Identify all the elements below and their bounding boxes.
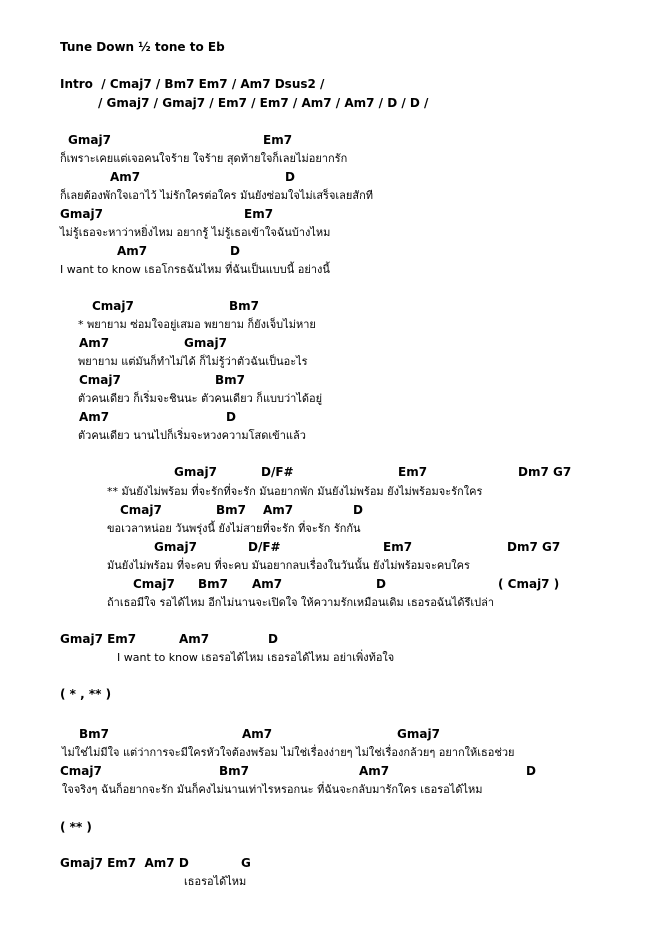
lyric-line: ไม่ใช่ไม่มีใจ แต่ว่าการจะมีใครหัวใจต้องพร้อม ไม่ใช่เรื่องง่ายๆ ไม่ใช่เรื่องกล้วยๆ อยากให้เธอช่วย [62, 746, 515, 759]
chord: Bm7 [219, 764, 249, 778]
lyric-line: ตัวคนเดียว นานไปก็เริ่มจะหวงความโสดเข้าแล้ว [78, 429, 306, 442]
chord: Am7 [242, 727, 273, 741]
chord: Am7 [79, 410, 110, 424]
chord: Am7 [117, 244, 148, 258]
lyric-line: I want to know เธอรอได้ไหม เธอรอได้ไหม อย่าเพิ่งท้อใจ [117, 651, 395, 664]
chord: Bm7 [229, 299, 259, 313]
chord: Am7 [263, 503, 294, 517]
chord: D [230, 244, 240, 258]
chord: Gmaj7 Em7 Am7 D [60, 856, 189, 870]
lyric-line: ไม่รู้เธอจะหาว่าหยิ่งไหม อยากรู้ ไม่รู้เธอเข้าใจฉันบ้างไหม [60, 226, 331, 239]
lyric-line: มันยังไม่พร้อม ที่จะคบ ที่จะคบ มันอยากลบเรื่องในวันนั้น ยังไม่พร้อมจะคบใคร [107, 559, 470, 572]
chord: Bm7 [198, 577, 228, 591]
chord: Am7 [110, 170, 141, 184]
intro-line-2: / Gmaj7 / Gmaj7 / Em7 / Em7 / Am7 / Am7 / D / D / [98, 96, 429, 110]
chord: Gmaj7 [184, 336, 227, 350]
chord: Gmaj7 Em7 [60, 632, 137, 646]
lyric-line: ก็เลยต้องพักใจเอาไว้ ไม่รักใครต่อใคร มันยังซ่อมใจไม่เสร็จเลยสักที [60, 189, 373, 202]
chord: Bm7 [216, 503, 246, 517]
lyric-line: * พยายาม ซ่อมใจอยู่เสมอ พยายาม ก็ยังเจ็บไม่หาย [78, 318, 316, 331]
chord: Cmaj7 [133, 577, 175, 591]
chord: D [285, 170, 295, 184]
chord: Gmaj7 [397, 727, 440, 741]
chord: Bm7 [215, 373, 245, 387]
chord: Cmaj7 [120, 503, 162, 517]
chord: Em7 [263, 133, 293, 147]
chord: D [268, 632, 278, 646]
chord: Em7 [244, 207, 274, 221]
intro-line-1: Intro / Cmaj7 / Bm7 Em7 / Am7 Dsus2 / [60, 77, 325, 91]
chord: ( Cmaj7 ) [498, 577, 560, 591]
chord: D [226, 410, 236, 424]
chord: Gmaj7 [154, 540, 197, 554]
lyric-line: ก็เพราะเคยแต่เจอคนใจร้าย ใจร้าย สุดท้ายใจก็เลยไม่อยากรัก [60, 152, 348, 165]
chord: D/F# [261, 465, 294, 479]
chord: D [376, 577, 386, 591]
chord: Am7 [252, 577, 283, 591]
chord: Cmaj7 [92, 299, 134, 313]
chord: Am7 [359, 764, 390, 778]
lyric-line: เธอรอได้ไหม [184, 875, 247, 888]
repeat-marker: ( * , ** ) [60, 687, 112, 701]
chord: Dm7 G7 [518, 465, 572, 479]
chord: G [241, 856, 251, 870]
lyric-line: ตัวคนเดียว ก็เริ่มจะชินนะ ตัวคนเดียว ก็แบบว่าได้อยู่ [78, 392, 323, 405]
chord: Am7 [79, 336, 110, 350]
chord: D [526, 764, 536, 778]
chord: Em7 [398, 465, 428, 479]
chord: D [353, 503, 363, 517]
chord: Am7 [179, 632, 210, 646]
chord: Cmaj7 [60, 764, 102, 778]
chord: Em7 [383, 540, 413, 554]
tuning-note: Tune Down ½ tone to Eb [60, 40, 225, 54]
chord: Gmaj7 [60, 207, 103, 221]
lyric-line: ถ้าเธอมีใจ รอได้ไหม อีกไม่นานจะเปิดใจ ให้ความรักเหมือนเดิม เธอรอฉันได้รึเปล่า [107, 596, 495, 609]
lyric-line: ** มันยังไม่พร้อม ที่จะรักที่จะรัก มันอยากพัก มันยังไม่พร้อม ยังไม่พร้อมจะรักใคร [107, 485, 483, 498]
lyric-line: I want to know เธอโกรธฉันไหม ที่ฉันเป็นแบบนี้ อย่างนี้ [60, 263, 330, 276]
lyric-line: ขอเวลาหน่อย วันพรุ่งนี้ ยังไม่สายที่จะรัก ที่จะรัก รักกัน [107, 522, 361, 535]
chord: D/F# [248, 540, 281, 554]
chord: Gmaj7 [68, 133, 111, 147]
lyric-line: ใจจริงๆ ฉันก็อยากจะรัก มันก็คงไม่นานเท่าไรหรอกนะ ที่ฉันจะกลับมารักใคร เธอรอได้ไหม [62, 783, 483, 796]
chord: Dm7 G7 [507, 540, 561, 554]
chord: Cmaj7 [79, 373, 121, 387]
repeat-marker: ( ** ) [60, 820, 92, 834]
chord: Bm7 [79, 727, 109, 741]
lyric-line: พยายาม แต่มันก็ทำไม่ได้ ก็ไม่รู้ว่าตัวฉันเป็นอะไร [78, 355, 308, 368]
chord: Gmaj7 [174, 465, 217, 479]
